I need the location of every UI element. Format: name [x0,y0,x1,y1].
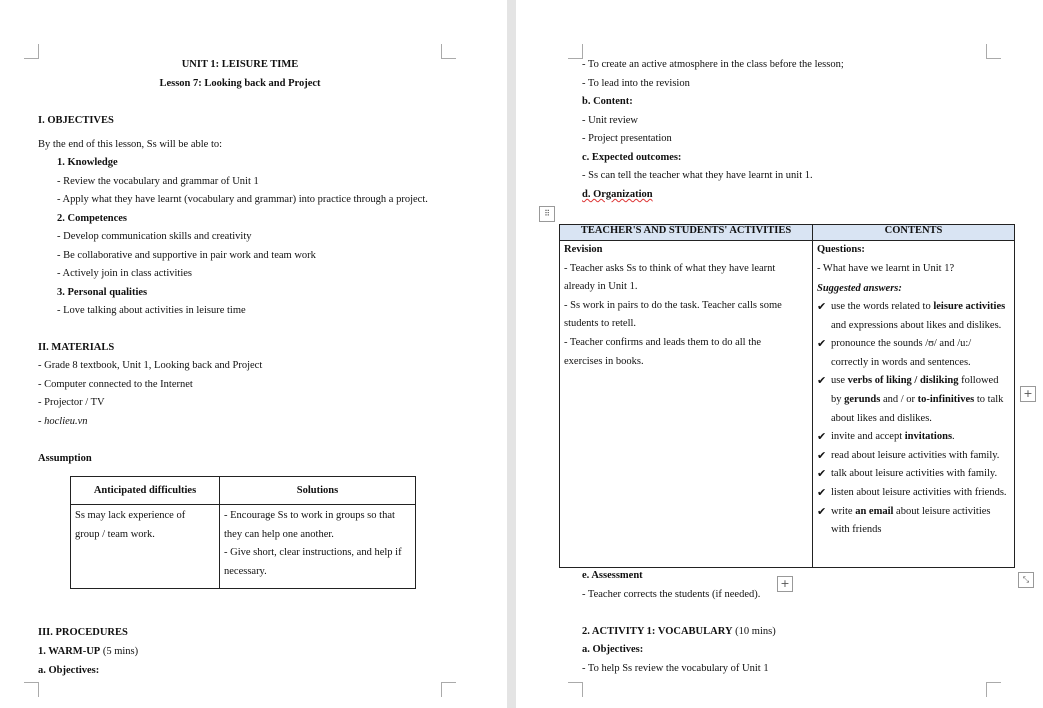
suggested-answer-line [817,298,1010,317]
suggested-answer-line [817,447,1010,466]
body-line: - To lead into the revision [582,78,690,89]
qualities-heading: 3. Personal qualities [57,287,148,298]
suggested-answer-line [817,317,1010,336]
answer-text: write [831,505,856,517]
margin-corner-br [441,682,456,697]
competences-heading: 2. Competences [57,213,127,224]
suggested-answer-line [817,428,1010,447]
answer-text: read about leisure activities with family. [831,449,1000,461]
assessment-heading: e. Assessment [582,570,643,581]
answer-text: followed [958,375,999,387]
checkmark-icon: ✔ [817,337,827,351]
suggested-label: Suggested answers: [817,283,902,294]
activity-title: 2. ACTIVITY 1: VOCABULARY [582,626,733,637]
margin-corner-bl [568,682,583,697]
document-page-left [0,0,507,708]
answer-text: and expressions about likes and dislikes. [831,319,1002,331]
margin-corner-tr [986,44,1001,59]
add-row-button[interactable]: + [777,576,793,592]
cell-line: they can help one another. [224,528,334,540]
cell-line: - Encourage Ss to work in groups so that [224,510,395,521]
answer-text: listen about leisure activities with friends. [831,486,1007,498]
answer-text: . [952,431,955,443]
warmup-time: (5 mins) [102,646,139,657]
suggested-answer-line [817,484,1010,503]
activity-time: (10 mins) [735,626,776,637]
activity-item: - To help Ss review the vocabulary of Unit 1 [582,663,769,674]
suggested-answer-line [817,354,1010,373]
answer-text: by [831,393,845,405]
suggested-answer-line [817,521,1010,540]
expected-heading: c. Expected outcomes: [582,152,682,163]
activity-line: Revision [564,244,603,255]
table-header: CONTENTS [813,225,1015,241]
warmup-heading [38,645,138,658]
checkmark-icon: ✔ [817,467,827,481]
cell-line: - Give short, clear instructions, and help if [224,547,402,559]
knowledge-item: - Review the vocabulary and grammar of Unit 1 [57,176,259,187]
checkmark-icon: ✔ [817,485,827,499]
question-item: - What have we learnt in Unit 1? [817,263,955,274]
answer-text: to-infinitives [917,393,975,405]
margin-corner-tr [441,44,456,59]
warmup-title: 1. WARM-UP [38,646,101,657]
checkmark-icon: ✔ [817,300,827,313]
checkmark-icon: ✔ [817,448,827,462]
assessment-item: - Teacher corrects the students (if needed). [582,589,761,600]
suggested-answer-line [817,335,1010,354]
competences-item: - Develop communication skills and creativity [57,231,252,242]
document-subtitle: Lesson 7: Looking back and Project [159,78,321,89]
knowledge-heading: 1. Knowledge [57,157,118,168]
activity-heading [582,625,776,638]
document-page-right [516,0,1043,708]
table-header: TEACHER'S AND STUDENTS' ACTIVITIES [560,225,813,241]
answer-text: to talk [974,393,1004,405]
activity-line: - Teacher asks Ss to think of what they have learnt [564,262,776,274]
materials-item: - hoclieu.vn [38,416,88,427]
qualities-item: - Love talking about activities in leisure time [57,305,246,316]
activity-objectives: a. Objectives: [582,644,644,655]
checkmark-icon: ✔ [817,504,827,518]
checkmark-icon: ✔ [817,430,827,444]
content-item: - Unit review [582,115,638,126]
margin-corner-bl [24,682,39,697]
difficulty-cell [71,505,220,589]
answer-text: correctly in words and sentences. [831,356,971,368]
organization-table [559,224,1015,568]
assumption-heading: Assumption [38,453,92,464]
checkmark-icon: ✔ [817,374,827,388]
cell-line: necessary. [224,565,267,577]
objectives-intro: By the end of this lesson, Ss will be able to: [38,139,223,150]
expected-item: - Ss can tell the teacher what they have learnt in unit 1. [582,170,813,181]
answer-text: about leisure activities [893,505,991,517]
suggested-answers-list [817,298,1010,540]
activity-line: already in Unit 1. [564,281,638,293]
answer-text: use [831,375,848,387]
activity-line: - Ss work in pairs to do the task. Teacher calls some [564,299,782,311]
page-gutter [507,0,516,708]
activity-line: students to retell. [564,318,637,330]
suggested-answer-line [817,410,1010,429]
knowledge-item: - Apply what they have learnt (vocabulary and grammar) into practice through a project. [57,194,428,205]
competences-item: - Actively join in class activities [57,268,193,279]
table-resize-handle[interactable]: ⤡ [1018,572,1034,588]
answer-text: an email [855,505,894,517]
content-heading: b. Content: [582,96,633,107]
answer-text: and / or [880,393,918,405]
cell-line: group / team work. [75,528,155,540]
table-header: Anticipated difficulties [71,477,220,505]
answer-text: talk about leisure activities with family. [831,468,998,480]
contents-cell [813,241,1015,568]
answer-text: gerunds [844,393,881,405]
answer-text: with friends [831,524,882,536]
solution-cell [220,505,416,589]
answer-text: verbs of liking / disliking [847,375,959,387]
document-title: UNIT 1: LEISURE TIME [181,59,299,70]
answer-text: about likes and dislikes. [831,412,932,424]
margin-corner-tl [24,44,39,59]
suggested-answer-line [817,391,1010,410]
body-line: - To create an active atmosphere in the class before the lesson; [582,59,844,70]
answer-text: pronounce the sounds /ʊ/ and /u:/ [831,338,972,350]
materials-item: - Grade 8 textbook, Unit 1, Looking back and Project [38,360,263,371]
competences-item: - Be collaborative and supportive in pair work and team work [57,250,316,261]
suggested-answer-line [817,503,1010,522]
answer-text: invite and accept [831,431,905,443]
materials-item: - Computer connected to the Internet [38,379,193,390]
activity-line: - Teacher confirms and leads them to do all the [564,336,762,348]
assumption-table [70,476,416,589]
table-move-handle[interactable]: ⠿ [539,206,555,222]
activity-line: exercises in books. [564,355,644,367]
margin-corner-tl [568,44,583,59]
suggested-answer-line [817,465,1010,484]
margin-corner-br [986,682,1001,697]
add-column-button[interactable]: + [1020,386,1036,402]
materials-item: - Projector / TV [38,397,105,408]
procedures-heading: III. PROCEDURES [38,627,128,638]
warmup-objectives: a. Objectives: [38,665,100,676]
organization-heading: d. Organization [582,189,653,200]
answer-text: leisure activities [933,301,1006,312]
table-header: Solutions [220,477,416,505]
activities-cell [560,241,813,568]
answer-text: invitations [904,431,953,443]
objectives-heading: I. OBJECTIVES [38,115,114,126]
questions-label: Questions: [817,244,865,255]
materials-heading: II. MATERIALS [38,342,115,353]
content-item: - Project presentation [582,133,672,144]
cell-line: Ss may lack experience of [75,510,186,521]
suggested-answer-line [817,372,1010,391]
answer-text: use the words related to [831,301,934,312]
